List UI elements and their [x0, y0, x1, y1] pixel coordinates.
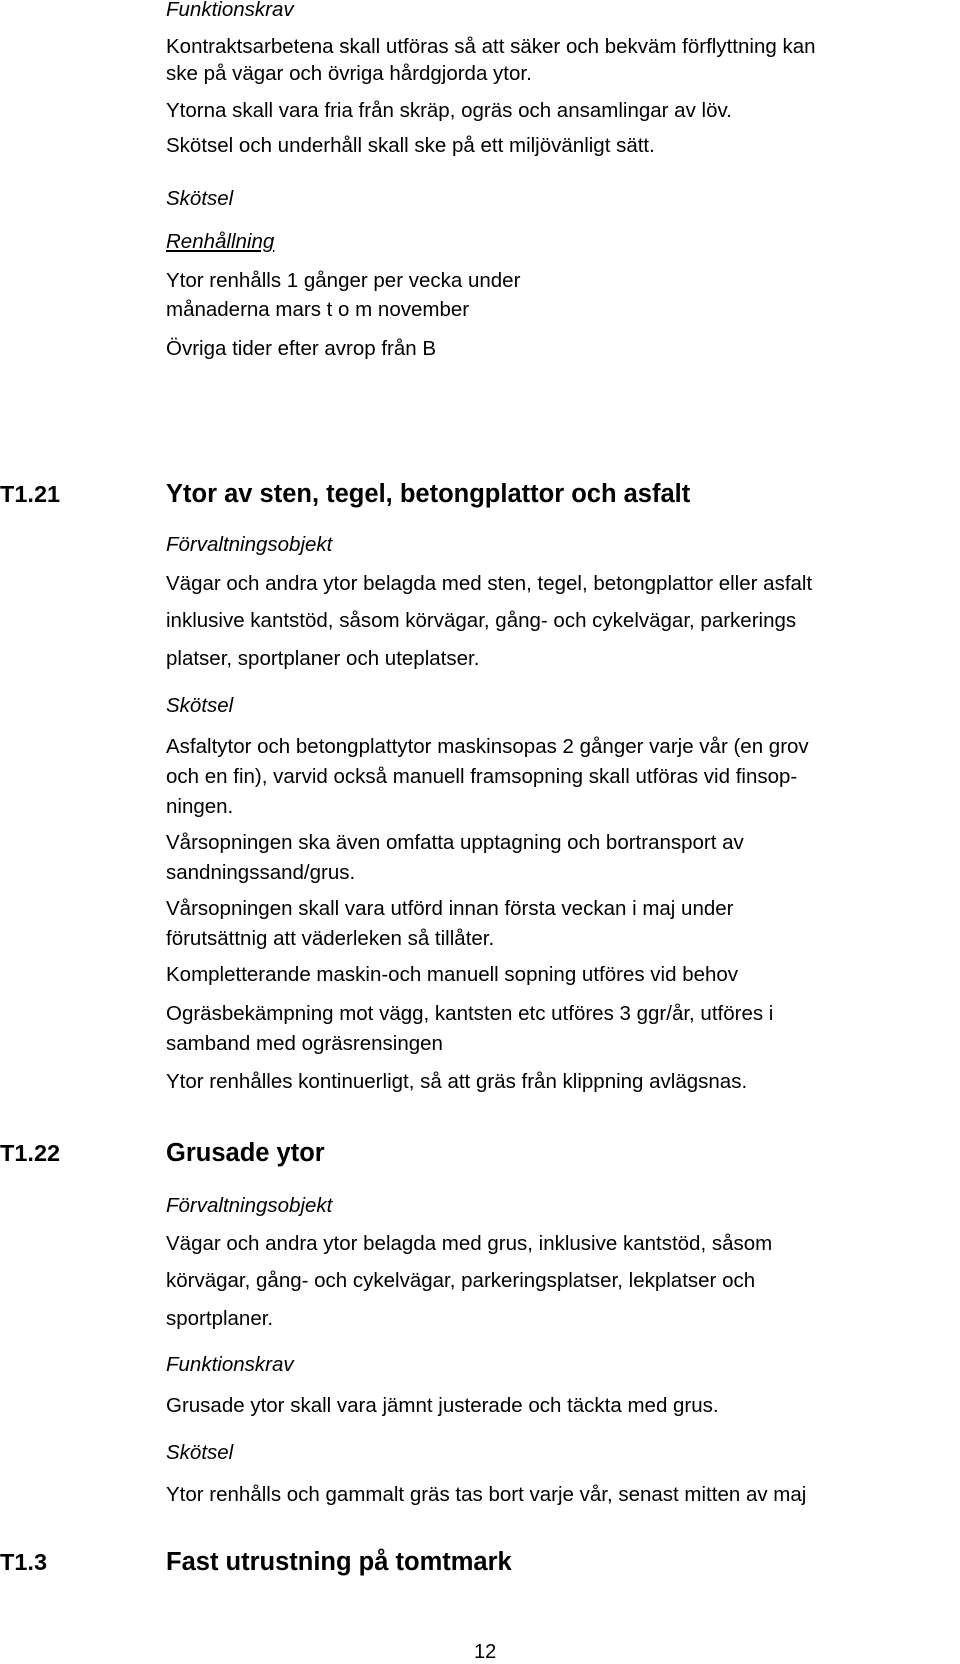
paragraph-line: Ogräsbekämpning mot vägg, kantsten etc utföres 3 ggr/år, utföres i — [166, 1002, 774, 1025]
paragraph-line: månaderna mars t o m november — [166, 298, 470, 321]
subheading-skotsel: Skötsel — [166, 187, 234, 210]
paragraph-line: Ytor renhålls 1 gånger per vecka under — [166, 269, 521, 292]
paragraph-line: Skötsel och underhåll skall ske på ett miljövänligt sätt. — [166, 134, 655, 157]
subheading-funktionskrav: Funktionskrav — [166, 0, 294, 21]
subheading-funktionskrav: Funktionskrav — [166, 1353, 294, 1376]
paragraph-line: inklusive kantstöd, såsom körvägar, gång- och cykelvägar, parkerings — [166, 609, 797, 632]
paragraph-line: Vårsopningen ska även omfatta upptagning och bortransport av — [166, 831, 744, 854]
paragraph-line: Kompletterande maskin-och manuell sopning utföres vid behov — [166, 963, 739, 986]
subheading-renhallning: Renhållning — [166, 230, 275, 253]
paragraph-line: Kontraktsarbetena skall utföras så att säker och bekväm förflyttning kan — [166, 35, 816, 58]
section-title: Fast utrustning på tomtmark — [166, 1548, 512, 1576]
paragraph-line: sportplaner. — [166, 1307, 274, 1330]
section-number: T1.3 — [0, 1549, 48, 1575]
paragraph-line: sandningssand/grus. — [166, 861, 356, 884]
section-title: Grusade ytor — [166, 1139, 325, 1167]
paragraph-line: Vägar och andra ytor belagda med grus, inklusive kantstöd, såsom — [166, 1232, 773, 1255]
paragraph-line: platser, sportplaner och uteplatser. — [166, 647, 480, 670]
paragraph-line: Övriga tider efter avrop från B — [166, 337, 437, 360]
paragraph-line: Vårsopningen skall vara utförd innan första veckan i maj under — [166, 897, 734, 920]
paragraph-line: Ytorna skall vara fria från skräp, ogräs och ansamlingar av löv. — [166, 99, 732, 122]
paragraph-line: Grusade ytor skall vara jämnt justerade och täckta med grus. — [166, 1394, 719, 1417]
subheading-skotsel: Skötsel — [166, 1441, 234, 1464]
paragraph-line: Asfaltytor och betongplattytor maskinsopas 2 gånger varje vår (en grov — [166, 735, 809, 758]
paragraph-line: Ytor renhålles kontinuerligt, så att gräs från klippning avlägsnas. — [166, 1070, 748, 1093]
paragraph-line: förutsättnig att väderleken så tillåter. — [166, 927, 495, 950]
paragraph-line: Vägar och andra ytor belagda med sten, tegel, betongplattor eller asfalt — [166, 572, 813, 595]
subheading-skotsel: Skötsel — [166, 694, 234, 717]
page-number: 12 — [474, 1641, 497, 1663]
paragraph-line: körvägar, gång- och cykelvägar, parkeringsplatser, lekplatser och — [166, 1269, 756, 1292]
subheading-forvaltningsobjekt: Förvaltningsobjekt — [166, 533, 333, 556]
paragraph-line: och en fin), varvid också manuell framsopning skall utföras vid finsop- — [166, 765, 798, 788]
subheading-forvaltningsobjekt: Förvaltningsobjekt — [166, 1194, 333, 1217]
section-title: Ytor av sten, tegel, betongplattor och asfalt — [166, 480, 691, 508]
paragraph-line: samband med ogräsrensingen — [166, 1032, 443, 1055]
paragraph-line: Ytor renhålls och gammalt gräs tas bort varje vår, senast mitten av maj — [166, 1483, 807, 1506]
paragraph-line: ningen. — [166, 795, 234, 818]
section-number: T1.21 — [0, 481, 61, 507]
section-number: T1.22 — [0, 1140, 61, 1166]
paragraph-line: ske på vägar och övriga hårdgjorda ytor. — [166, 62, 532, 85]
